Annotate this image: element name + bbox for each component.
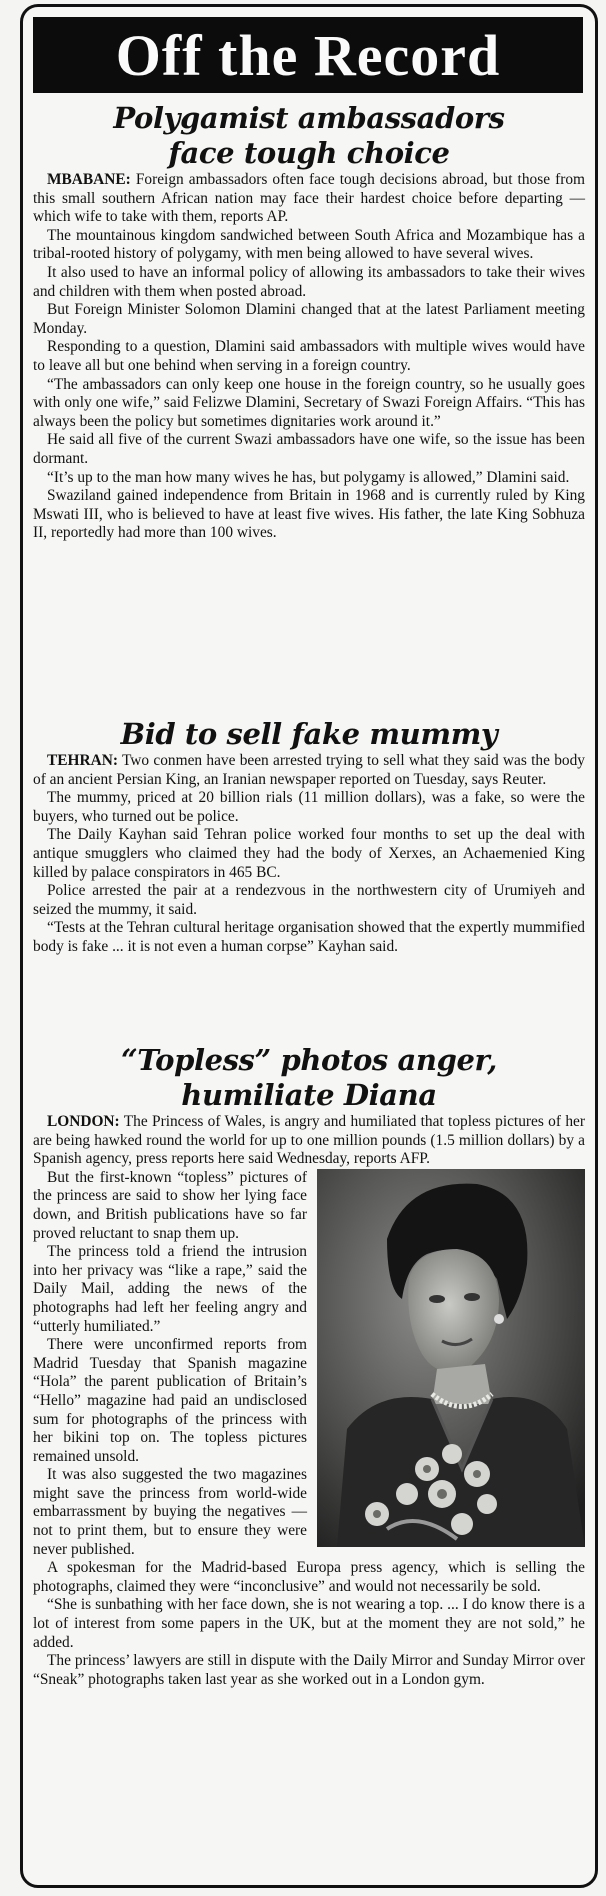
article-paragraph: “The ambassadors can only keep one house in the foreign country, so he usually goes with only one wife,” said Felizwe Dlamini, Secretary of Swazi Foreign Affairs. “This has always been the policy but sometimes dignitaries work around it.” [33,375,585,430]
article-paragraph: It also used to have an informal policy of allowing its ambassadors to take their wives and children with them when posted abroad. [33,263,585,300]
article-body [33,752,585,957]
headline-line-1: “Topless” photos anger, [121,1043,497,1077]
article-paragraph: TEHRAN: Two conmen have been arrested trying to sell what they said was the body of an ancient Persian King, an Iranian newspaper reported on Tuesday, says Reuter. [33,752,585,788]
article-paragraph: The princess told a friend the intrusion into her privacy was “like a rape,” said the Daily Mail, adding the news of the photographs had left her feeling angry and “utterly humiliated.” [33,1243,307,1335]
article-paragraph: Swaziland gained independence from Britain in 1968 and is currently ruled by King Mswati III, who is believed to have at least five wives. His father, the late King Sobhuza II, reportedly had more than 100 wives. [33,487,585,542]
article-paragraph: The mountainous kingdom sandwiched between South Africa and Mozambique has a tribal-rooted history of polygamy, with men being allowed to have several wives. [33,226,585,263]
dateline: MBABANE: [47,171,131,188]
article-paragraph: “It’s up to the man how many wives he has, but polygamy is allowed,” Dlamini said. [47,468,570,486]
headline-line-2: humiliate Diana [181,1078,437,1112]
princess-photo [317,1169,585,1547]
article-paragraph: “Tests at the Tehran cultural heritage organisation showed that the expertly mummified body is fake ... it is not even a human corpse” Kayhan said. [33,919,585,955]
article-paragraph: The princess’ lawyers are still in dispute with the Daily Mirror and Sunday Mirror over “Sneak” photographs taken last year as she worked out in a London gym. [33,1652,585,1688]
article-body [33,1113,585,1689]
article-body [33,171,585,543]
article-paragraph: A spokesman for the Madrid-based Europa press agency, which is selling the photographs, claimed they were “inconclusive” and would not necessarily be sold. [33,1559,585,1595]
dateline: LONDON: [47,1113,120,1130]
article-paragraph: He said all five of the current Swazi ambassadors have one wife, so the issue has been dormant. [33,431,585,467]
article-fake-mummy [33,717,585,957]
article-paragraph: Police arrested the pair at a rendezvous in the northwestern city of Urumiyeh and seized the mummy, it said. [33,882,585,918]
article-paragraph: There were unconfirmed reports from Madrid Tuesday that Spanish magazine “Hola” the parent publication of Britain’s “Hello” magazine had paid an undisclosed sum for photographs of the princess with her bikini top on. The topless pictures remained unsold. [33,1336,307,1465]
headline-line-1: Bid to sell fake mummy [120,717,498,751]
article-headline [33,1043,585,1113]
headline-line-2: face tough choice [168,136,450,170]
article-paragraph: Responding to a question, Dlamini said ambassadors with multiple wives would have to leave all but one behind when serving in a foreign country. [33,338,585,374]
article-paragraph: “She is sunbathing with her face down, she is not wearing a top. ... I do know there is a lot of interest from some papers in the UK, but at the moment they are not sold,” he added. [33,1596,585,1651]
article-paragraph: It was also suggested the two magazines might save the princess from world-wide embarrassment by buying the negatives — not to print them, but to ensure they were never published. [33,1466,307,1558]
article-paragraph: The Daily Kayhan said Tehran police worked four months to set up the deal with antique smugglers who claimed they had the body of Xerxes, an Achaemenied King killed by palace conspirators in 465 BC. [33,826,585,881]
article-lead-paragraph: LONDON: The Princess of Wales, is angry and humiliated that topless pictures of her are being hawked round the world for up to one million pounds (1.5 million dollars) by a Spanish agency, press reports here said Wednesday, reports AFP. [33,1113,585,1168]
column-banner: Off the Record [33,17,583,93]
article-frame [20,4,598,1888]
article-paragraph: The mummy, priced at 20 billion rials (11 million dollars), was a fake, so were the buyers, who turned out be police. [33,789,585,825]
photo-illustration [317,1169,585,1547]
article-paragraph: But Foreign Minister Solomon Dlamini changed that at the latest Parliament meeting Monday. [33,301,585,337]
article-topless-photos [33,1043,585,1689]
article-paragraph: But the first-known “topless” pictures of the princess are said to show her lying face down, and British publications have so far proved reluctant to snap them up. [33,1168,307,1242]
article-paragraph: MBABANE: Foreign ambassadors often face tough decisions abroad, but those from this small southern African nation may face their hardest choice before departing —which wife to take with them, reports AP. [33,171,585,226]
article-headline [33,101,585,171]
dateline: TEHRAN: [47,752,118,769]
headline-line-1: Polygamist ambassadors [113,101,505,135]
article-polygamist-ambassadors [33,101,585,543]
article-headline [33,717,585,752]
